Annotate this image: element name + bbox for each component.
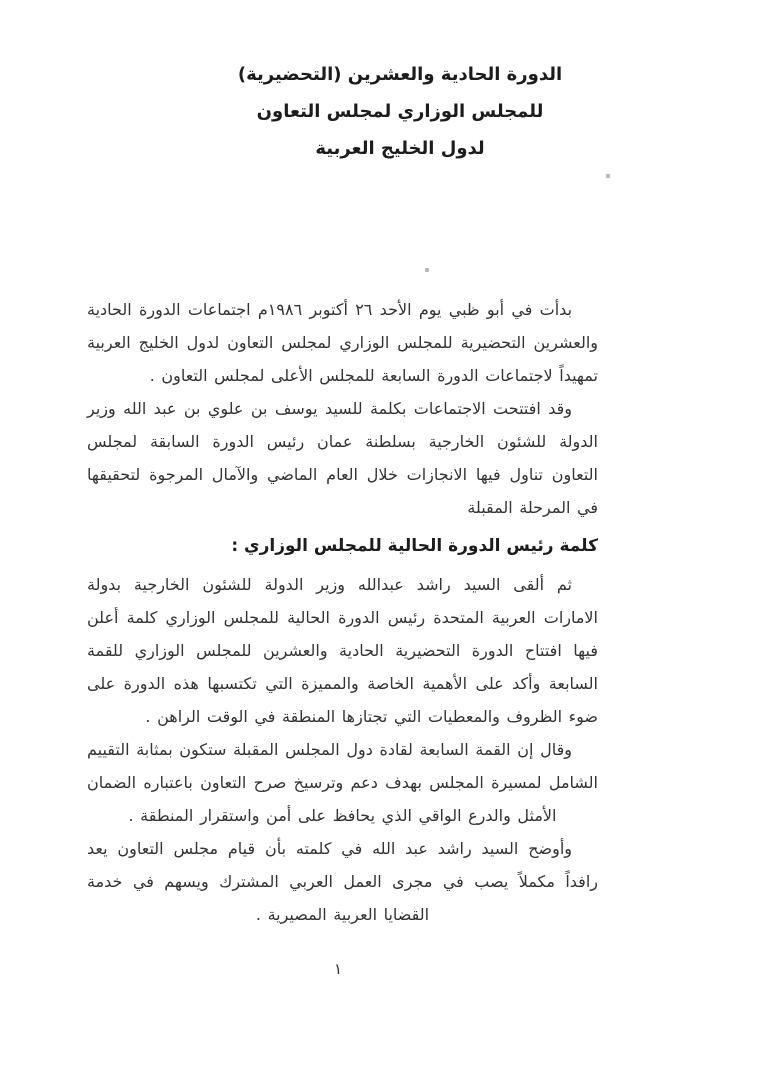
section-heading: كلمة رئيس الدورة الحالية للمجلس الوزاري : bbox=[231, 536, 598, 556]
document-title bbox=[190, 56, 610, 167]
title-line-3: لدول الخليج العربية bbox=[315, 138, 485, 159]
paragraph-1: بدأت في أبو ظبي يوم الأحد ٢٦ أكتوبر ١٩٨٦م اجتماعات الدورة الحادية والعشرين التحضيرية للمجلس الوزاري لمجلس التعاون لدول الخليج العربية تمهيداً لاجتماعات الدورة السابعة للمجلس الأعلى لمجلس التعاون . bbox=[87, 300, 598, 385]
title-line-1: الدورة الحادية والعشرين (التحضيرية) bbox=[237, 64, 563, 85]
scan-artifact-speck bbox=[606, 174, 610, 178]
title-line-2: للمجلس الوزاري لمجلس التعاون bbox=[256, 101, 544, 122]
document-body bbox=[87, 293, 598, 931]
paragraph-5: وأوضح السيد راشد عبد الله في كلمته بأن قيام مجلس التعاون يعد رافداً مكملاً يصب في مجرى العمل العربي المشترك ويسهم في خدمة القضايا العربية المصيرية . bbox=[87, 839, 598, 924]
paragraph-4: وقال إن القمة السابعة لقادة دول المجلس المقبلة ستكون بمثابة التقييم الشامل لمسيرة المجلس بهدف دعم وترسيخ صرح التعاون باعتباره الضمان الأمثل والدرع الواقي الذي يحافظ على أمن واستقرار المنطقة . bbox=[87, 740, 598, 825]
paragraph-3: ثم ألقى السيد راشد عبدالله وزير الدولة للشئون الخارجية بدولة الامارات العربية المتحدة رئيس الدورة الحالية للمجلس الوزاري كلمة أعلن فيها افتتاح الدورة التحضيرية الحادية والعشرين للمجلس الوزاري للقمة السابعة وأكد على الأهمية الخاصة والمميزة التي تكتسبها هذه الدورة على ضوء الظروف والمعطيات التي تجتازها المنطقة في الوقت الراهن . bbox=[87, 575, 598, 726]
paragraph-2: وقد افتتحت الاجتماعات بكلمة للسيد يوسف بن علوي بن عبد الله وزير الدولة للشئون الخارجية بسلطنة عمان رئيس الدورة السابقة لمجلس التعاون تناول فيها الانجازات خلال العام الماضي والآمال المرجوة لتحقيقها في المرحلة المقبلة bbox=[87, 399, 598, 517]
scan-artifact-speck bbox=[425, 268, 429, 272]
page-number: ١ bbox=[333, 960, 342, 978]
